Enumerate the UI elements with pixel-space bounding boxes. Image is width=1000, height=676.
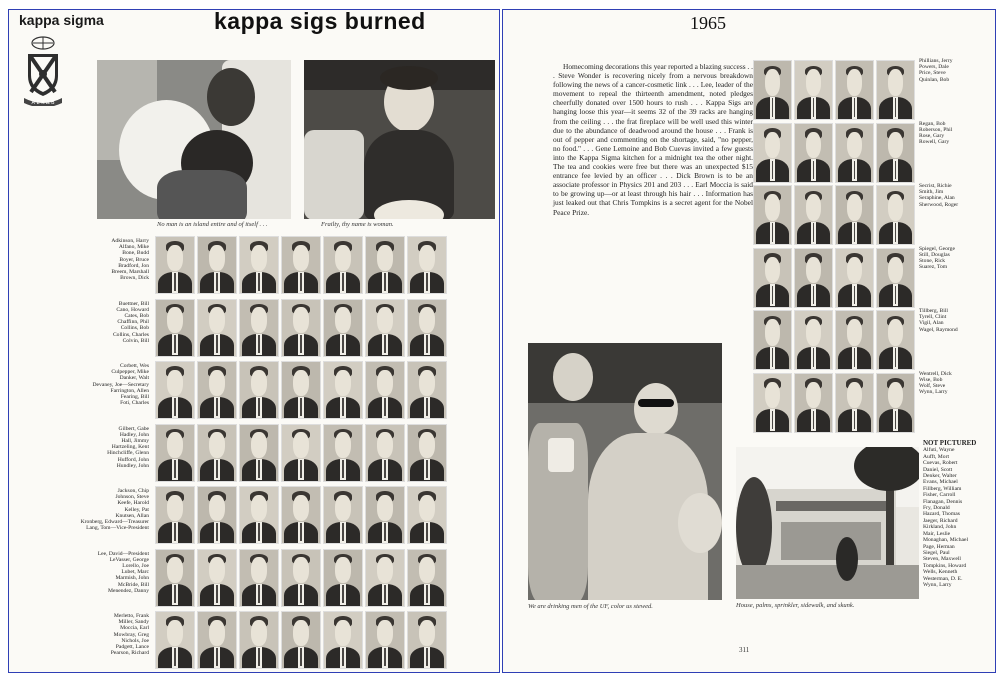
member-portrait: [365, 424, 405, 482]
photo-group-drinking: [528, 343, 722, 600]
member-portrait: [835, 123, 874, 183]
member-name: Stone, Rick: [919, 257, 946, 264]
not-pictured-name: Kirkland, John: [923, 524, 957, 531]
member-name: McBride, Bill: [117, 581, 149, 588]
member-name: Rowell, Gary: [919, 139, 950, 146]
member-name: Kronberg, Edward—Treasurer: [80, 519, 149, 526]
member-name: Collins, Charles: [112, 331, 149, 338]
svg-text:A E K Δ B: A E K Δ B: [31, 100, 55, 106]
member-name: Moccia, Earl: [120, 625, 149, 632]
member-name: Phillians, Jerry: [919, 58, 953, 64]
not-pictured-name: Flanagan, Dennis: [923, 498, 963, 505]
not-pictured-name: Steven, Maxwell: [923, 556, 961, 563]
member-portrait: [753, 60, 792, 120]
member-names: [919, 58, 993, 83]
member-portrait: [323, 236, 363, 294]
member-names: [17, 363, 149, 406]
member-name: Lee, David—President: [97, 550, 149, 557]
not-pictured-name: Alfuti, Wayne: [923, 447, 955, 454]
not-pictured-name: Denker, Walter: [923, 473, 957, 480]
member-portrait: [365, 299, 405, 357]
member-name: Still, Douglas: [919, 251, 950, 258]
member-name: Wolf, Steve: [919, 382, 946, 389]
member-name: Culpepper, Mike: [111, 369, 149, 376]
member-portrait: [753, 248, 792, 308]
not-pictured-name: Fillberg, William: [923, 485, 962, 492]
member-portrait: [155, 361, 195, 419]
member-portrait: [835, 185, 874, 245]
not-pictured-name: Siegel, Paul: [923, 549, 950, 556]
member-name: Chaffinn, Phil: [117, 319, 149, 326]
member-portrait: [753, 373, 792, 433]
not-pictured-name: Jaeger, Richard: [923, 517, 958, 524]
member-portrait: [794, 310, 833, 370]
member-name: Adkinson, Harry: [111, 238, 149, 244]
member-names: [17, 551, 149, 594]
member-name: Regan, Bob: [919, 120, 946, 127]
member-portrait: [365, 236, 405, 294]
not-pictured-name: Wynn, Larry: [923, 581, 952, 588]
member-names: [17, 426, 149, 469]
member-portrait: [155, 611, 195, 669]
section-name: kappa sigma: [19, 12, 104, 28]
member-name: Hinchcliffe, Glenn: [107, 450, 149, 457]
member-portrait: [835, 248, 874, 308]
member-name: Suarez, Tom: [919, 264, 948, 271]
member-portrait: [407, 424, 447, 482]
member-portrait: [794, 60, 833, 120]
member-portrait: [197, 424, 237, 482]
member-name: Jackson, Chip: [117, 488, 149, 494]
member-name: Hartzeling, Kent: [111, 444, 149, 451]
not-pictured-name: Daniel, Scott: [923, 466, 953, 473]
member-portrait: [753, 123, 792, 183]
member-name: Menendez, Danny: [107, 587, 149, 594]
member-name: Kelley, Pat: [124, 506, 149, 513]
member-names: [919, 308, 993, 333]
member-portrait: [155, 236, 195, 294]
story-paragraph: Homecoming decorations this year reported a blazing success . . . Steve Wonder is recovering nicely from a nervous breakdown following the news of a cancer-cosmetic link . . . Lee, leader of the movement to repeal the thirteenth amendment, noted pledges cheerfully donated over 1500 hours to rush . . . Kappa Sigs are hanging loose this year—it seems 32 of the 39 racks are hanging from the ceiling . . . the frat fireplace will be well used this winter due to the abundance of deadwood around the house . . . Frank is out of pepper and commenting on the shortage, said, "no pepper, no food." . . . Gene Lemoine and Bob Cuevas invited a few guests into the Kappa Sigma kitchen for a midnight tea the other night. The tea and cookies were free but there was an unexpected $15 entrance fee levied by an officer . . . Dick Brown is to be an associate professor in Physics 201 and 203 . . . Earl Moccia is said to be growing up—or at least through his hair . . . Information has just leaked out that Chris Tompkins is a secret agent for the Nobel Peace Prize.: [553, 62, 753, 217]
member-name: Boyer, Bruce: [119, 256, 149, 263]
page-headline: kappa sigs burned: [214, 9, 426, 34]
member-portrait: [407, 236, 447, 294]
member-portrait: [197, 611, 237, 669]
member-portrait: [323, 424, 363, 482]
member-name: Collins, Bob: [120, 325, 149, 332]
member-portrait: [876, 123, 915, 183]
member-names: [17, 613, 149, 656]
not-pictured-name: Page, Herman: [923, 543, 955, 550]
member-portrait: [239, 361, 279, 419]
member-portrait: [323, 549, 363, 607]
member-names: [919, 183, 993, 208]
member-name: Keefe, Harold: [117, 500, 149, 507]
member-names: [919, 246, 993, 271]
member-name: Powers, Dale: [919, 64, 949, 71]
member-portrait: [794, 185, 833, 245]
photo-embrace-caption: No man is an island entire and of itself . . .: [157, 221, 268, 228]
member-name: Wynn, Larry: [919, 389, 948, 396]
member-name: Lang, Tom—Vice-President: [86, 525, 149, 532]
story-text: [553, 62, 753, 217]
member-name: Vigil, Alan: [919, 320, 944, 327]
member-name: Tillberg, Bill: [919, 308, 948, 314]
member-portrait: [407, 299, 447, 357]
member-name: LeVasser, George: [109, 556, 149, 563]
member-name: Fearing, Bill: [120, 394, 149, 401]
member-name: Cano, Howard: [116, 306, 149, 313]
member-name: Lorello, Joe: [122, 562, 149, 569]
member-portrait: [365, 549, 405, 607]
member-portrait: [794, 123, 833, 183]
member-name: Pearson, Richard: [110, 650, 149, 657]
member-name: Sherwood, Roger: [919, 201, 959, 208]
member-name: Foti, Charles: [120, 400, 149, 407]
photo-house-caption: House, palms, sprinkler, sidewalk, and skunk.: [736, 602, 855, 609]
member-portrait: [197, 236, 237, 294]
member-portrait: [239, 299, 279, 357]
not-pictured-name: Mair, Leslie: [923, 530, 951, 537]
member-portrait: [155, 424, 195, 482]
not-pictured-name: Aufft, Mort: [923, 453, 949, 460]
member-name: Quinlan, Bob: [919, 76, 950, 83]
member-portrait: [281, 549, 321, 607]
member-name: Merletto, Frank: [113, 613, 149, 619]
member-name: Buettner, Bill: [118, 300, 149, 307]
member-portrait: [876, 310, 915, 370]
member-name: Wise, Bob: [919, 376, 943, 383]
member-portrait: [281, 611, 321, 669]
member-portrait: [323, 361, 363, 419]
member-name: Bone, Budd: [122, 250, 149, 257]
member-portrait: [876, 248, 915, 308]
page-number: 311: [739, 646, 750, 654]
photo-woman: [304, 60, 495, 219]
member-portrait: [239, 236, 279, 294]
not-pictured-name: Wells, Kenneth: [923, 569, 958, 576]
member-name: Spiegel, George: [919, 245, 955, 252]
member-portrait: [239, 549, 279, 607]
member-name: Danker, Walt: [119, 375, 149, 382]
member-portrait: [365, 486, 405, 544]
year-heading: 1965: [690, 13, 726, 33]
member-name: Seraphine, Alan: [919, 195, 955, 202]
right-page: [502, 9, 996, 673]
photo-embrace: [97, 60, 291, 219]
left-page: [8, 9, 500, 673]
member-name: Corbett, Wes: [120, 363, 149, 369]
member-portrait: [407, 549, 447, 607]
member-name: Padgett, Lance: [115, 644, 149, 651]
member-name: Knutsen, Allan: [115, 512, 149, 519]
member-name: Hufford, John: [117, 456, 149, 463]
member-portrait: [239, 486, 279, 544]
member-name: Roberson, Phil: [919, 126, 953, 133]
member-name: Miller, Sandy: [118, 619, 149, 626]
member-portrait: [876, 185, 915, 245]
member-portrait: [323, 486, 363, 544]
member-portrait: [794, 373, 833, 433]
member-portrait: [197, 361, 237, 419]
member-name: Rose, Gary: [919, 132, 945, 139]
member-portrait: [239, 424, 279, 482]
member-portrait: [365, 361, 405, 419]
member-portrait: [197, 486, 237, 544]
member-name: Breem, Marshall: [111, 269, 149, 276]
member-name: Bradford, Jon: [118, 262, 149, 269]
member-name: Devaney, Joe—Secretary: [92, 381, 149, 388]
member-name: Johnson, Steve: [115, 494, 149, 501]
member-portrait: [794, 248, 833, 308]
not-pictured-name: Fry, Donald: [923, 505, 950, 512]
not-pictured-name: Cuevas, Robert: [923, 460, 958, 467]
member-portrait: [407, 361, 447, 419]
member-portrait: [753, 310, 792, 370]
not-pictured-name: Westerman, D. E.: [923, 575, 963, 582]
member-portrait: [835, 60, 874, 120]
member-names: [17, 301, 149, 344]
member-portrait: [155, 549, 195, 607]
not-pictured-name: Evans, Michael: [923, 479, 958, 486]
member-name: Wentrell, Dick: [919, 370, 952, 377]
member-name: Tyrell, Clint: [919, 314, 947, 321]
member-name: Hadley, John: [119, 431, 149, 438]
member-name: Colvin, Bill: [122, 337, 149, 344]
member-portrait: [323, 611, 363, 669]
member-portrait: [753, 185, 792, 245]
member-name: Hundley, John: [116, 462, 149, 469]
member-portrait: [281, 361, 321, 419]
member-portrait: [281, 486, 321, 544]
member-portrait: [365, 611, 405, 669]
member-name: Alfano, Mike: [118, 244, 149, 251]
member-name: Smith, Jim: [919, 189, 944, 196]
not-pictured-name: Hazard, Thomas: [923, 511, 960, 518]
member-name: Nichols, Joe: [121, 637, 149, 644]
member-names: [17, 238, 149, 281]
member-portrait: [323, 299, 363, 357]
not-pictured-name: Tompkins, Howard: [923, 562, 967, 569]
member-portrait: [239, 611, 279, 669]
member-name: Price, Steve: [919, 70, 946, 77]
fraternity-crest-icon: [21, 34, 65, 106]
photo-group-drinking-caption: We are drinking men of the UF, color us stewed.: [528, 603, 653, 610]
member-portrait: [197, 549, 237, 607]
member-names: [919, 371, 993, 396]
member-portrait: [155, 486, 195, 544]
member-portrait: [407, 611, 447, 669]
member-portrait: [281, 424, 321, 482]
member-name: Hall, Jimmy: [121, 437, 149, 444]
member-name: Cates, Bob: [124, 312, 149, 319]
member-portrait: [835, 310, 874, 370]
member-portrait: [155, 299, 195, 357]
member-portrait: [407, 486, 447, 544]
member-portrait: [876, 60, 915, 120]
member-portrait: [876, 373, 915, 433]
member-name: Secrist, Richie: [919, 183, 952, 189]
member-portrait: [835, 373, 874, 433]
not-pictured-list: [923, 440, 993, 588]
member-name: Mowbray, Greg: [113, 631, 149, 638]
member-portrait: [281, 236, 321, 294]
member-name: Marmish, John: [115, 575, 149, 582]
photo-woman-caption: Frailty, thy name is woman.: [321, 221, 394, 228]
photo-house: [736, 447, 919, 599]
member-name: Brown, Dick: [120, 275, 149, 282]
member-name: Gilbert, Gabe: [118, 425, 149, 432]
member-names: [17, 488, 149, 531]
not-pictured-name: Fisher, Carroll: [923, 492, 956, 499]
member-name: Farrington, Allen: [110, 387, 149, 394]
member-name: Wagel, Raymond: [919, 326, 958, 333]
not-pictured-title: NOT PICTURED: [923, 439, 977, 447]
member-portrait: [197, 299, 237, 357]
member-name: Lubet, Marc: [121, 569, 149, 576]
member-portrait: [281, 299, 321, 357]
not-pictured-name: Monaghan, Michael: [923, 537, 969, 544]
member-names: [919, 121, 993, 146]
